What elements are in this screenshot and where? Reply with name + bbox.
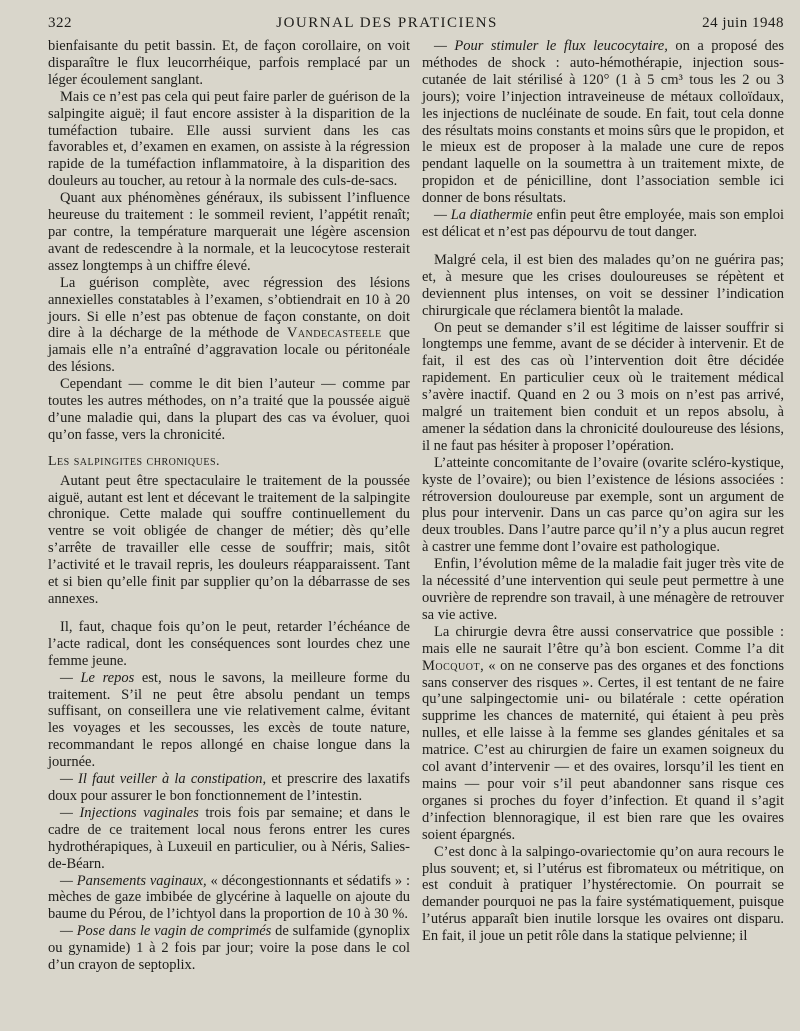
- text-run: de sulfamide (gynoplix ou gynamide) 1 à 2 fois par jour; voire la pose dans le col d’un crayon de septoplix.: [48, 923, 410, 974]
- paragraph: [422, 207, 784, 241]
- paragraph: L’atteinte concomitante de l’ovaire (ovarite scléro-kystique, kyste de l’ovaire); ou bien l’existence de lésions associées : rétroversion douloureuse par exemple, sont un argument de plus pour intervenir. Dans un cas parce qu’on agira sur les deux troubles. Dans l’autre parce qu’il n’y a plus aucun regret à castrer une femme dont l’ovaire est pathologique.: [422, 454, 784, 556]
- paragraph: Il, faut, chaque fois qu’on le peut, retarder l’échéance de l’acte radical, dont les conséquences sont lourdes chez une femme jeune.: [48, 618, 410, 669]
- emphasis: — Pansements vaginaux,: [60, 872, 207, 889]
- emphasis: — La diathermie: [434, 207, 533, 224]
- paragraph: bienfaisante du petit bassin. Et, de façon corollaire, on voit disparaître le flux leucorrhéique, parfois remplacé par un léger écoulement sanglant.: [48, 38, 410, 88]
- page-number: 322: [48, 15, 72, 31]
- text-run: , « on ne conserve pas des organes et des fonctions sans conserver des risques ». Certes, il est tentant de ne faire qu’une salpingectomie uni- ou bilatérale : cette opération supprime les chances de maternité, qui étaient à peu près nulles, et elle laisse à la femme ses glandes génitales et sa matrice. C’est au chirurgien de faire un examen soigneux du col avant d’intervenir — et des ovaires, lorsqu’il les tient en mains — pour voir s’il peut abandonner sans risque ces organes si proches du foyer d’infection. Et quand il s’agit d’infection blennoragique, il est bien rare que les ovaires soient épargnés.: [422, 657, 784, 843]
- text-run: La guérison complète, avec régression des lésions annexielles constatables à l’examen, s’obtiendrait en 10 à 20 jours. Si elle n’est pas obtenue de façon constante, on doit dire à la décharge de la méthode de: [48, 274, 410, 342]
- paragraph: [48, 873, 410, 924]
- section-heading: Les salpingites chroniques.: [48, 453, 221, 469]
- text-run: « décongestionnants et sédatifs » : mèches de gaze imbibée de glycérine à laquelle on ajoute du baume du Pérou, de l’ichtyol dans la proportion de 10 à 30 %.: [48, 872, 411, 923]
- emphasis: — Le repos: [60, 669, 135, 686]
- paragraph: [48, 275, 410, 376]
- text-run: est, nous le savons, la meilleure forme du traitement. S’il ne peut être absolu pendant un temps suffisant, on conseillera une vie relativement calme, évitant les voyages et les secousses, les excès de toute nature, recommandant le repos allongé en chaise longue dans la journée.: [48, 669, 411, 771]
- emphasis: — Pose dans le vagin de comprimés: [60, 923, 272, 940]
- page-header: [48, 8, 784, 38]
- paragraph: [48, 923, 410, 974]
- issue-date: 24 juin 1948: [702, 15, 784, 31]
- text-columns: [48, 38, 784, 974]
- paragraph: Autant peut être spectaculaire le traitement de la poussée aiguë, autant est lent et décevant le traitement de la salpingite chronique. Cette malade qui souffre continuellement du ventre se voit obligée de changer de métier; dès qu’elle s’arrête de travailler elle cesse de souffrir; mais, sitôt l’activité et le travail repris, les douleurs réapparaissent. Tant et si bien qu’elle finit par supplier qu’on la débarrasse de ses annexes.: [48, 472, 410, 607]
- emphasis: — Il faut veiller à la constipation,: [60, 771, 267, 788]
- emphasis: — Pour stimuler le flux leucocytaire,: [434, 38, 668, 54]
- paragraph: On peut se demander s’il est légitime de laisser souffrir si longtemps une femme, avant de se décider à intervenir. Et de fait, il est des cas où l’intervention doit être décidée rapidement. En particulier ceux où le traitement médical s’avère inactif. Quand en 2 ou 3 mois on n’est pas arrivé, malgré un traitement bien conduit et un repos absolu, à amener la sédation dans la chronicité douloureuse des lésions, il ne faut pas hésiter à proposer l’opération.: [422, 319, 784, 454]
- paragraph: [48, 670, 410, 771]
- text-run: trois fois par semaine; et dans le cadre de ce traitement local nous ferons entrer les cures hydrothérapiques, à Luxeuil en particulier, ou à Néris, Salies-de-Béarn.: [48, 804, 410, 872]
- paragraph: [422, 38, 784, 207]
- author-name: Vandecasteele: [286, 325, 382, 342]
- paragraph: Malgré cela, il est bien des malades qu’on ne guérira pas; et, à mesure que les crises douloureuses se répètent et deviennent plus intenses, on voit se dessiner l’indication chirurgicale que réclamera bientôt la malade.: [422, 251, 784, 319]
- text-run: La chirurgie devra être aussi conservatrice que possible : mais elle ne saurait l’être qu’à bon escient. Comme l’a dit: [422, 623, 784, 657]
- paragraph: C’est donc à la salpingo-ovariectomie qu’on aura recours le plus souvent; et, si l’utérus est fibromateux ou métritique, on est conduit à pratiquer l’hystérectomie. On pourrait se demander pourquoi ne pas la faire systématiquement, puisque l’utérus apparaît bien inutile lorsque les ovaires ont disparu. En fait, il joue un petit rôle dans la statique pelvienne; il: [422, 843, 784, 945]
- text-run: que jamais elle n’a entraîné d’aggravation locale ou péritonéale des lésions.: [48, 325, 410, 376]
- text-run: et prescrire des laxatifs doux pour assurer le bon fonctionnement de l’intestin.: [48, 771, 410, 804]
- left-column: [48, 38, 410, 974]
- right-column: [422, 38, 784, 974]
- paragraph: Quant aux phénomènes généraux, ils subissent l’influence heureuse du traitement : le sommeil revient, l’appétit renaît; par contre, la température marquerait une légère ascension avant de redescendre à la normale, et la leucocytose resterait assez longtemps à un chiffre élevé.: [48, 190, 410, 274]
- journal-title: JOURNAL DES PRATICIENS: [276, 15, 498, 31]
- emphasis: — Injections vaginales: [60, 804, 199, 821]
- paragraph: [48, 771, 410, 805]
- paragraph: Mais ce n’est pas cela qui peut faire parler de guérison de la salpingite aiguë; il faut encore assister à la disparition de la tuméfaction tubaire. Elle aussi survient dans les cas favorables et, d’examen en examen, on assiste à la régression rapide de la tuméfaction inflammatoire, à la disparition des douleurs au toucher, au retour à la normale des culs-de-sacs.: [48, 88, 410, 190]
- paragraph: Enfin, l’évolution même de la maladie fait juger très vite de la nécessité d’une intervention qui seule peut permettre à une ouvrière de reprendre son travail, à une ménagère de retrouver sa vie active.: [422, 556, 784, 623]
- text-run: enfin peut être employée, mais son emploi est délicat et n’est pas dépourvu de tout danger.: [422, 207, 785, 240]
- paragraph: [48, 805, 410, 873]
- text-run: on a proposé des méthodes de shock : auto-hémothérapie, injection sous-cutanée de lait stérilisé à 120° (1 à 5 cm³ tous les 2 ou 3 jours); voire l’injection intraveineuse de métaux colloïdaux, les injections de nucléinate de soude. En fait, tout cela donne des résultats moins constants et moins sûrs que le propidon, et le mieux est de proposer à la malade une cure de repos pendant laquelle on la soumettra à un traitement mixte, de propidon et de pénicilline, dont l’association semble ici donner de bons résultats.: [422, 38, 785, 207]
- author-name: Mocquot: [422, 657, 481, 674]
- paragraph: [422, 624, 784, 844]
- paragraph: Cependant — comme le dit bien l’auteur — comme par toutes les autres méthodes, on n’a traité que la poussée aiguë d’une maladie qui, dans la plupart des cas va évoluer, quoi qu’on fasse, vers la chronicité.: [48, 376, 410, 443]
